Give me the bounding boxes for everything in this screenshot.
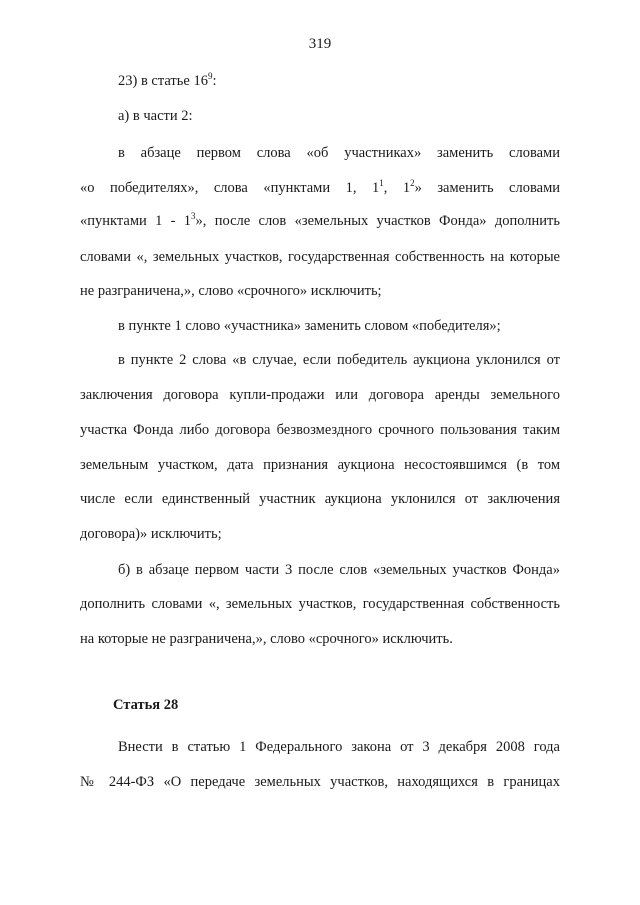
- text-line: словами «, земельных участков, государственная собственность на которые: [80, 249, 560, 265]
- text-line: земельным участком, дата признания аукциона несостоявшимся (в том: [80, 457, 560, 473]
- text-line: в абзаце первом слова «об участниках» заменить словами: [118, 145, 560, 161]
- text-line: «пунктами $1 - 1^3$», после слов «земельных участков Фонда» дополнить: [80, 211, 560, 229]
- text-line: заключения договора купли-продажи или договора аренды земельного: [80, 387, 560, 403]
- text-line: дополнить словами «, земельных участков, государственная собственность: [80, 596, 560, 612]
- text-line: участка Фонда либо договора безвозмездного срочного пользования таким: [80, 422, 560, 438]
- text-line: Внести в статью 1 Федерального закона от 3 декабря 2008 года: [118, 739, 560, 755]
- text-line: а) в части 2:: [118, 108, 193, 124]
- text-line: б) в абзаце первом части 3 после слов «земельных участков Фонда»: [118, 562, 560, 578]
- text-line: на которые не разграничена,», слово «срочного» исключить.: [80, 631, 453, 647]
- page-number: 319: [308, 36, 332, 52]
- text-line: № 244-ФЗ «О передаче земельных участков, находящихся в границах: [80, 774, 560, 790]
- text-line: договора)» исключить;: [80, 526, 222, 542]
- text-line: числе если единственный участник аукциона уклонился от заключения: [80, 491, 560, 507]
- text-line: в пункте 2 слова «в случае, если победитель аукциона уклонился от: [118, 352, 560, 368]
- text-line: 23) в статье $16^9$:: [118, 71, 217, 89]
- article-heading: Статья 28: [113, 697, 179, 713]
- text-line: «о победителях», слова «пунктами 1, $1^1$, $1^2$» заменить словами: [80, 178, 561, 196]
- text-line: в пункте 1 слово «участника» заменить словом «победителя»;: [118, 318, 501, 334]
- text-line: не разграничена,», слово «срочного» исключить;: [80, 283, 382, 299]
